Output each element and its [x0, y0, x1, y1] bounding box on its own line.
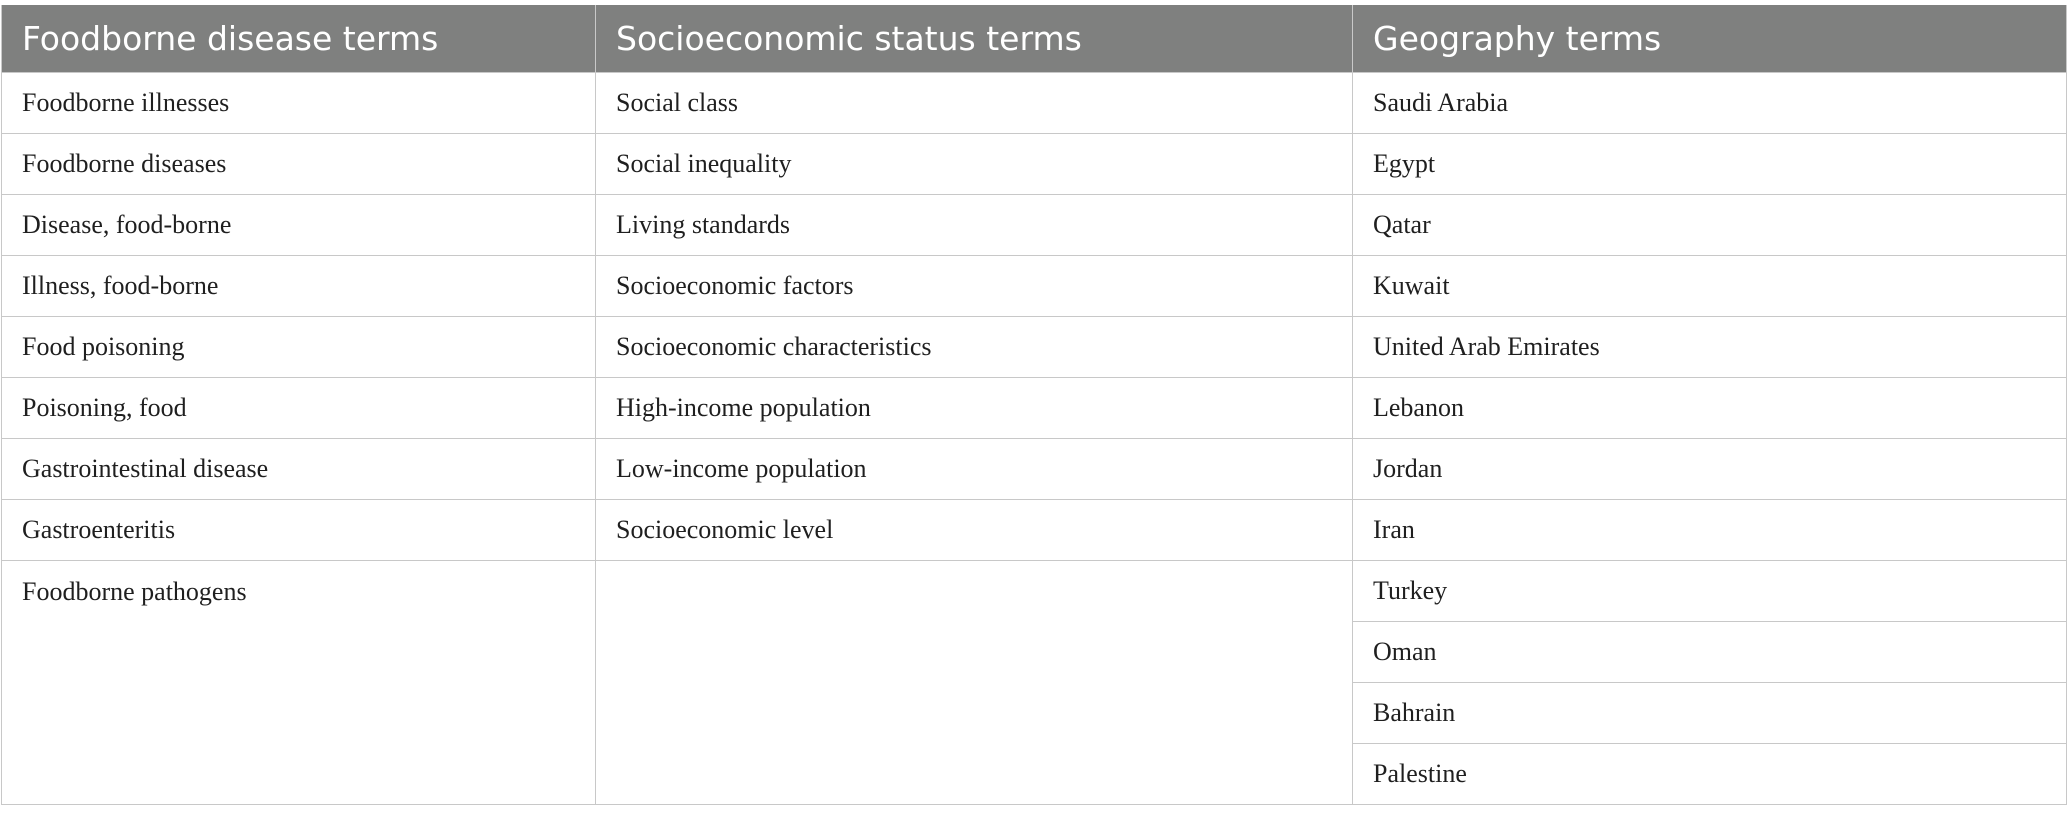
table-cell: Social class	[596, 73, 1353, 134]
table-cell: Lebanon	[1353, 378, 2067, 439]
table-header-row	[2, 5, 2067, 73]
table-cell: Saudi Arabia	[1353, 73, 2067, 134]
table-cell: Living standards	[596, 195, 1353, 256]
terms-table-container	[1, 5, 2066, 805]
table-cell: Social inequality	[596, 134, 1353, 195]
table-row	[2, 378, 2067, 439]
header-socioeconomic-status-terms: Socioeconomic status terms	[596, 5, 1353, 73]
table-row	[2, 134, 2067, 195]
header-geography-terms: Geography terms	[1353, 5, 2067, 73]
table-row	[2, 561, 2067, 622]
table-row	[2, 256, 2067, 317]
table-row	[2, 195, 2067, 256]
table-cell: Socioeconomic factors	[596, 256, 1353, 317]
table-cell: High-income population	[596, 378, 1353, 439]
table-cell: Iran	[1353, 500, 2067, 561]
table-cell: Kuwait	[1353, 256, 2067, 317]
table-cell: Qatar	[1353, 195, 2067, 256]
table-cell: Jordan	[1353, 439, 2067, 500]
table-cell: Palestine	[1353, 744, 2067, 805]
table-cell: Socioeconomic characteristics	[596, 317, 1353, 378]
table-cell: Foodborne diseases	[2, 134, 596, 195]
table-cell: Turkey	[1353, 561, 2067, 622]
table-cell: Egypt	[1353, 134, 2067, 195]
table-cell: Socioeconomic level	[596, 500, 1353, 561]
table-cell: Poisoning, food	[2, 378, 596, 439]
table-cell: Foodborne illnesses	[2, 73, 596, 134]
table-row	[2, 500, 2067, 561]
table-cell: Gastroenteritis	[2, 500, 596, 561]
table-row	[2, 73, 2067, 134]
table-cell: Food poisoning	[2, 317, 596, 378]
table-row	[2, 317, 2067, 378]
table-cell	[596, 561, 1353, 805]
table-cell: Low-income population	[596, 439, 1353, 500]
table-cell: Oman	[1353, 622, 2067, 683]
table-cell: Illness, food-borne	[2, 256, 596, 317]
table-row	[2, 439, 2067, 500]
table-cell: United Arab Emirates	[1353, 317, 2067, 378]
table-cell: Foodborne pathogens	[2, 561, 596, 805]
table-cell: Bahrain	[1353, 683, 2067, 744]
table-cell: Gastrointestinal disease	[2, 439, 596, 500]
table-cell: Disease, food-borne	[2, 195, 596, 256]
header-foodborne-disease-terms: Foodborne disease terms	[2, 5, 596, 73]
search-terms-table	[1, 5, 2067, 805]
